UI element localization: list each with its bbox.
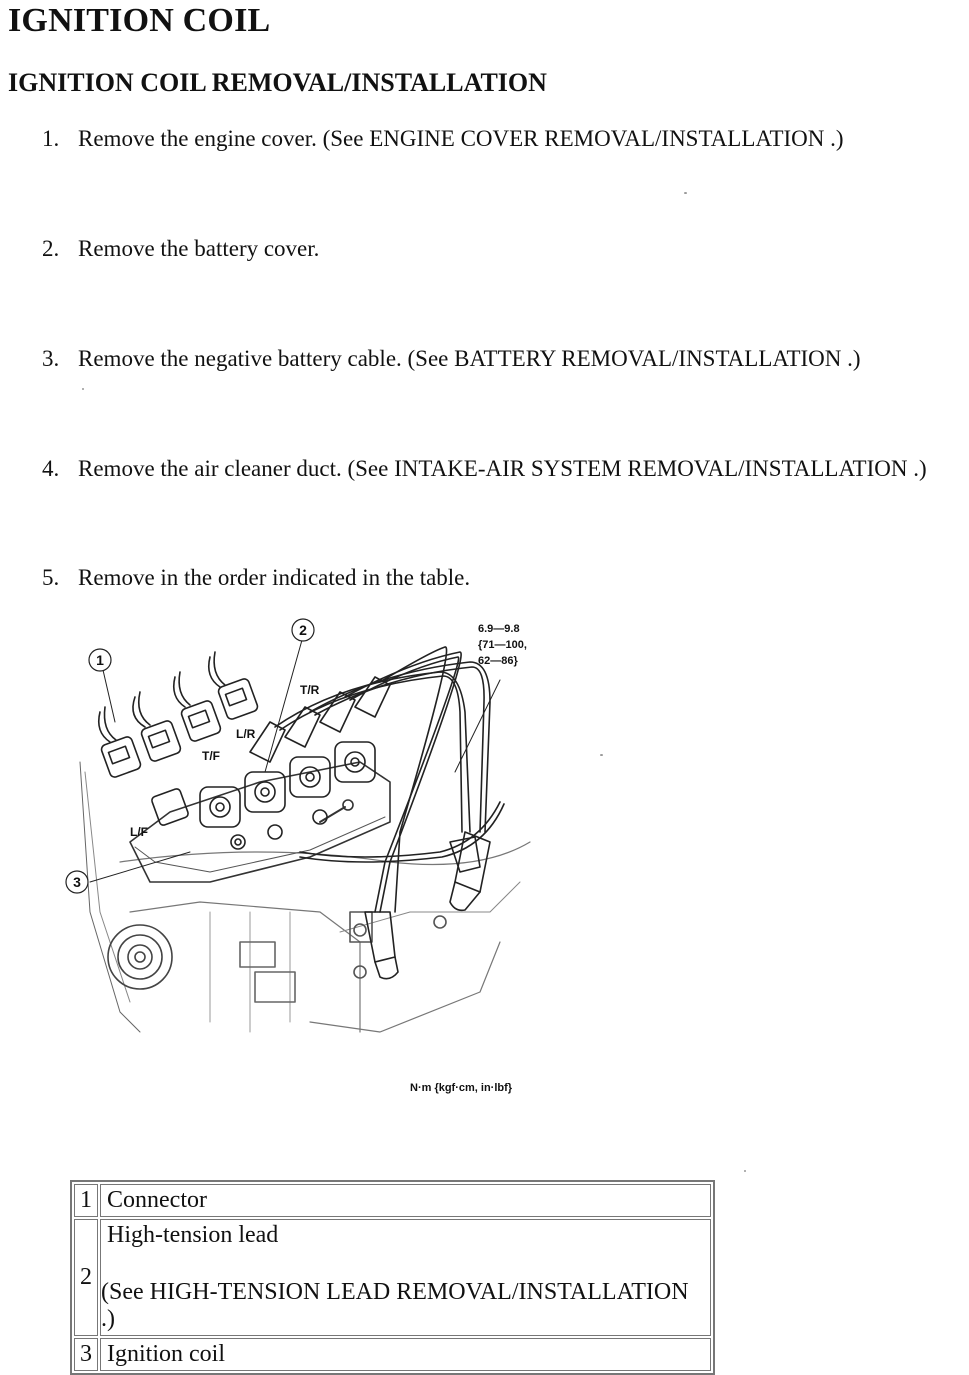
parts-table bbox=[70, 1180, 715, 1375]
step-number: 4. bbox=[42, 456, 60, 481]
page-title: IGNITION COIL bbox=[8, 2, 271, 39]
callout-1: 1 bbox=[96, 652, 104, 668]
coil-label-lf: L/F bbox=[130, 825, 148, 839]
scan-speck bbox=[744, 1170, 746, 1172]
step-number: 1. bbox=[42, 126, 60, 151]
torque-line-1: 6.9—9.8 bbox=[478, 623, 520, 635]
table-row bbox=[74, 1219, 711, 1336]
part-name: Connector bbox=[100, 1184, 711, 1217]
part-name: High-tension lead bbox=[107, 1222, 279, 1248]
coil-label-tf: T/F bbox=[202, 749, 220, 763]
torque-line-2: {71—100, bbox=[478, 639, 527, 651]
torque-units: N·m {kgf·cm, in·lbf} bbox=[410, 1082, 513, 1094]
callout-2: 2 bbox=[299, 622, 307, 638]
step-1 bbox=[42, 126, 844, 152]
step-5 bbox=[42, 565, 470, 591]
part-number: 1 bbox=[74, 1184, 98, 1217]
table-row bbox=[74, 1184, 711, 1217]
step-text: Remove the air cleaner duct. (See INTAKE-AIR SYSTEM REMOVAL/INSTALLATION .) bbox=[78, 456, 927, 481]
part-reference: (See HIGH-TENSION LEAD REMOVAL/INSTALLATION .) bbox=[101, 1279, 689, 1332]
table-row bbox=[74, 1338, 711, 1371]
step-3 bbox=[42, 346, 861, 372]
torque-line-3: 62—86} bbox=[478, 655, 518, 667]
step-number: 2. bbox=[42, 236, 60, 261]
callout-3: 3 bbox=[73, 874, 81, 890]
step-text: Remove the battery cover. bbox=[78, 236, 320, 261]
part-name: Ignition coil bbox=[100, 1338, 711, 1371]
step-2 bbox=[42, 236, 319, 262]
section-title: IGNITION COIL REMOVAL/INSTALLATION bbox=[8, 68, 547, 97]
step-number: 5. bbox=[42, 565, 60, 590]
step-4 bbox=[42, 456, 927, 482]
scan-speck bbox=[684, 192, 687, 194]
coil-label-tr: T/R bbox=[300, 683, 320, 697]
part-cell bbox=[100, 1219, 711, 1336]
coil-label-lr: L/R bbox=[236, 727, 256, 741]
part-number: 2 bbox=[74, 1219, 98, 1336]
step-text: Remove the negative battery cable. (See BATTERY REMOVAL/INSTALLATION .) bbox=[78, 346, 861, 371]
step-text: Remove in the order indicated in the table. bbox=[78, 565, 471, 590]
scan-speck bbox=[82, 388, 84, 390]
part-number: 3 bbox=[74, 1338, 98, 1371]
scan-speck bbox=[600, 754, 603, 756]
ignition-coil-illustration bbox=[60, 612, 620, 1112]
step-number: 3. bbox=[42, 346, 60, 371]
step-text: Remove the engine cover. (See ENGINE COVER REMOVAL/INSTALLATION .) bbox=[78, 126, 844, 151]
